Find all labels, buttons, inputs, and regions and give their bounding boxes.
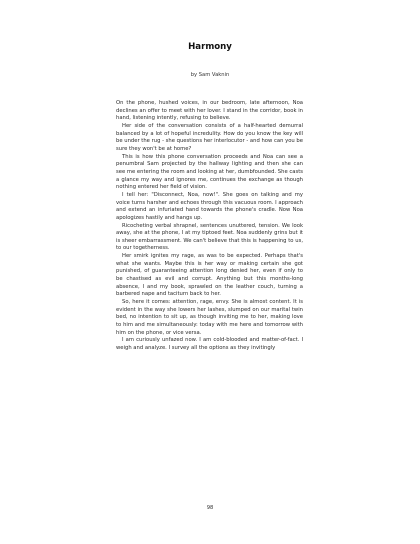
paragraph: Ricocheting verbal shrapnel, sentences unuttered, tension. We look away, she at the phone, I at my tiptoed feet. Noa suddenly grins but it is sheer embarrassment. We can't believe that this is happening to us, to our togetherness. [116, 222, 303, 252]
page-number: 98 [206, 505, 214, 511]
paragraph: Her smirk ignites my rage, as was to be expected. Perhaps that's what she wants. Maybe this is her way or making certain she got punished, of guaranteeing attention long denied her, even if only to be chastised as evil and corrupt. Anything but this months-long absence, I and my book, sprawled on the leather couch, turning a barbered nape and taciturn back to her. [116, 253, 303, 298]
paragraph: Her side of the conversation consists of a half-hearted demurral balanced by a lot of hopeful incredulity. How do you know the key will be under the rug - she questions her interlocutor - and how can you be sure they won't be at home? [116, 122, 303, 152]
paragraph: On the phone, hushed voices, in our bedroom, late afternoon, Noa declines an offer to meet with her lover. I stand in the corridor, book in hand, listening intently, refusing to believe. [116, 100, 303, 122]
story-title: Harmony [188, 42, 232, 52]
paragraph: So, here it comes: attention, rage, envy. She is almost content. It is evident in the way she lowers her lashes, slumped on our marital twin bed, no intention to sit up, as though inviting me to her, making love to him and me simultaneously: today with me here and tomorrow with him on the phone, or vice versa. [116, 299, 303, 336]
author-byline: by Sam Vaknin [190, 72, 230, 78]
story-body [116, 100, 303, 353]
paragraph: I tell her: "Disconnect, Noa, now!". She goes on talking and my voice turns harsher and echoes through this vacuous room. I approach and extend an infuriated hand towards the phone's cradle. Now Noa apologizes hastily and hangs up. [116, 191, 303, 221]
paragraph: I am curiously unfazed now. I am cold-blooded and matter-of-fact. I weigh and analyze. I survey all the options as they invitingly [116, 337, 303, 351]
paragraph: This is how this phone conversation proceeds and Noa can see a penumbral Sam projected by the hallway lighting and then she can see me entering the room and looking at her, dumbfounded. She casts a glance my way and ignores me, continues the exchange as though nothing entered her field of vision. [116, 153, 303, 191]
